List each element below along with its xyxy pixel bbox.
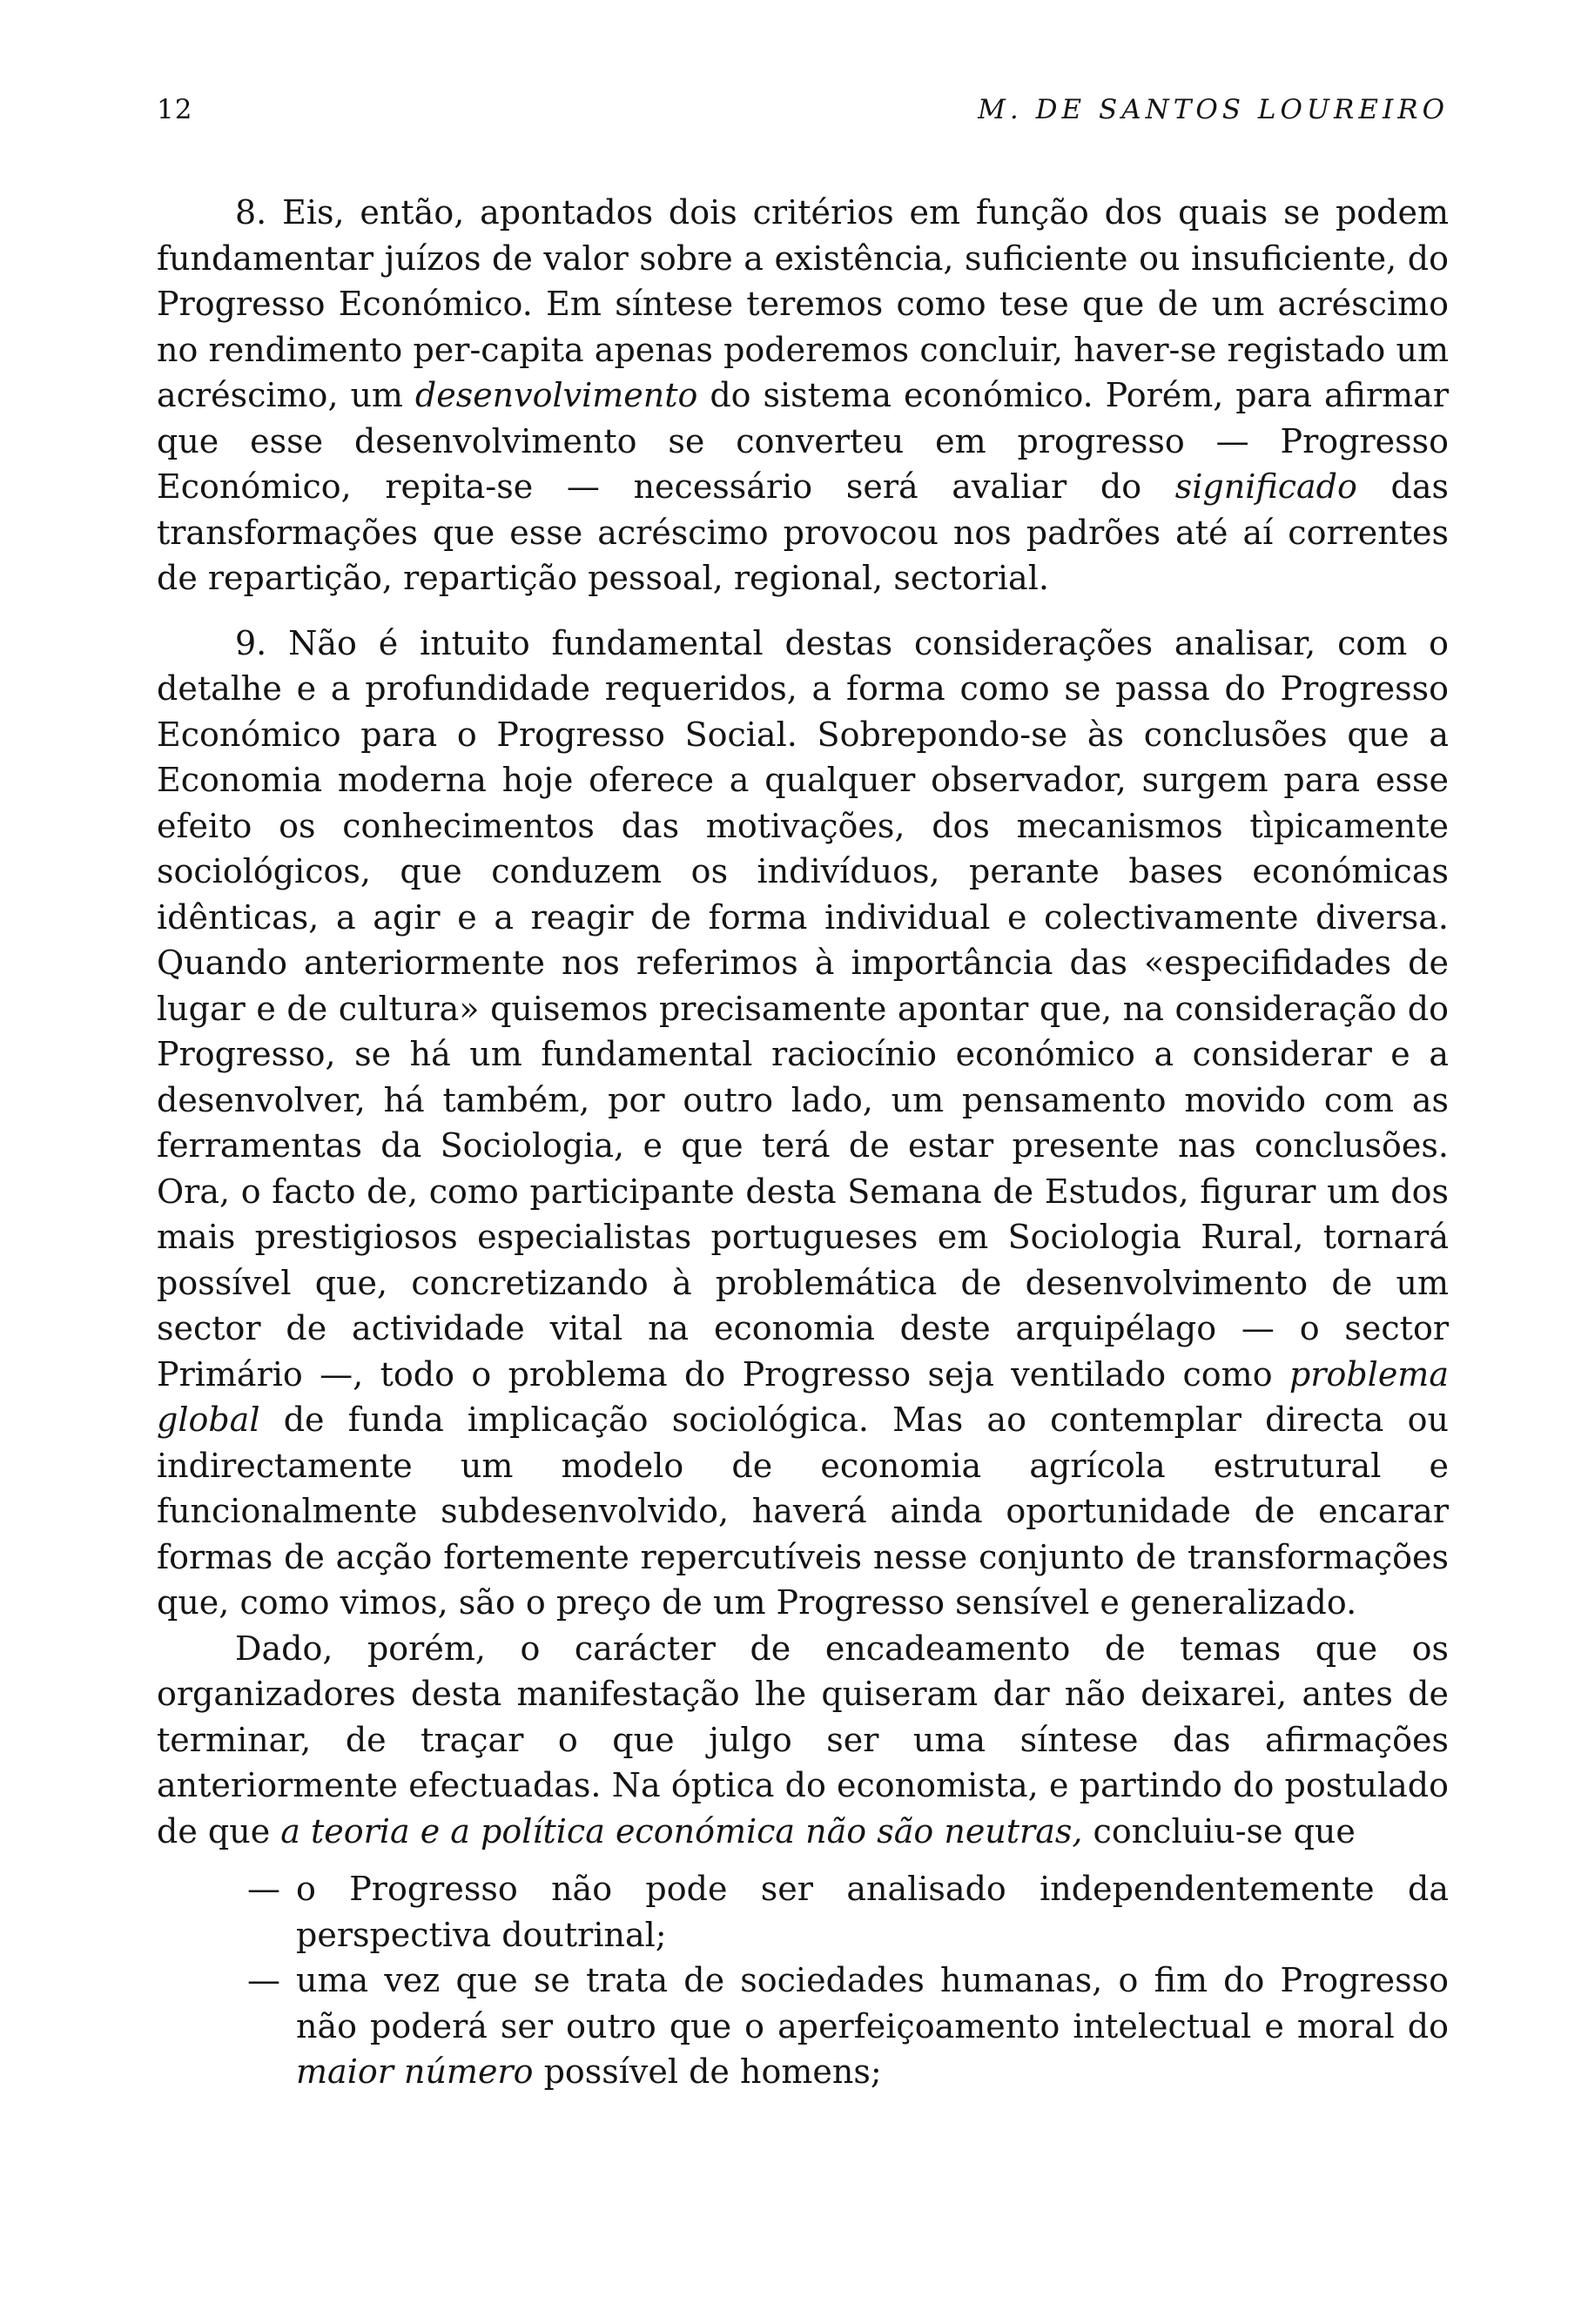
list-dash: — — [247, 1961, 280, 1999]
list-item — [157, 1958, 1449, 2095]
paragraph-conclusion-text-2: concluiu-se que — [1082, 1811, 1356, 1850]
conclusion-list — [157, 1866, 1449, 2095]
list-item-text-1: uma vez que se trata de sociedades humanas, o fim do Progresso não poderá ser outro que o aperfeiçoamento intelectual e moral do — [296, 1961, 1449, 2045]
paragraph-8-text-1: 8. Eis, então, apontados dois critérios em função dos quais se podem fundamentar juízos de valor sobre a existência, suficiente ou insuficiente, do Progresso Económico. Em síntese teremos como tese que de um acréscimo no rendimento per-capita apenas poderemos concluir, haver-se registado um acréscimo, um — [157, 193, 1449, 414]
paragraph-conclusion-text-1: Dado, porém, o carácter de encadeamento de temas que os organizadores desta manifestação lhe quiseram dar não deixarei, antes de terminar, de traçar o que julgo ser uma síntese das afirmações anteriormente efectuadas. Na óptica do economista, e partindo do postulado de que — [157, 1629, 1449, 1850]
body-text — [157, 190, 1449, 2095]
paragraph-8-emphasis-2: significado — [1174, 467, 1357, 506]
paragraph-conclusion-emphasis: a teoria e a política económica não são neutras, — [280, 1811, 1083, 1850]
paragraph-9-text-1: 9. Não é intuito fundamental destas considerações analisar, com o detalhe e a profundidade requeridos, a forma como se passa do Progresso Económico para o Progresso Social. Sobrepondo-se às conclusões que a Economia moderna hoje oferece a qualquer observador, surgem para esse efeito os conhecimentos das motivações, dos mecanismos tìpicamente sociológicos, que conduzem os indivíduos, perante bases económicas idênticas, a agir e a reagir de forma individual e colectivamente diversa. Quando anteriormente nos referimos à importância das «especifidades de lugar e de cultura» quisemos precisamente apontar que, na consideração do Progresso, se há um fundamental raciocínio económico a considerar e a desenvolver, há também, por outro lado, um pensamento movido com as ferramentas da Sociologia, e que terá de estar presente nas conclusões. Ora, o facto de, como participante desta Semana de Estudos, figurar um dos mais prestigiosos especialistas portugueses em Sociologia Rural, tornará possível que, concretizando à problemática de desenvolvimento de um sector de actividade vital na economia deste arquipélago — o sector Primário —, todo o problema do Progresso seja ventilado como — [157, 623, 1449, 1394]
paragraph-9-text-2: de funda implicação sociológica. Mas ao contemplar directa ou indirectamente um modelo de economia agrícola estrutural e funcionalmente subdesenvolvido, haverá ainda oportunidade de encarar formas de acção fortemente repercutíveis nesse conjunto de transformações que, como vimos, são o preço de um Progresso sensível e generalizado. — [157, 1400, 1449, 1622]
paragraph-8-text-2: do sistema económico. Porém, para afirmar que esse desenvolvimento se converteu em progresso — Progresso Económico, repita-se — necessário será avaliar do — [157, 376, 1450, 506]
paragraph-9 — [157, 621, 1449, 1626]
list-dash: — — [247, 1870, 280, 1908]
page-header — [157, 94, 1449, 138]
list-item-text: o Progresso não pode ser analisado independentemente da perspectiva doutrinal; — [296, 1870, 1449, 1954]
paragraph-conclusion — [157, 1626, 1449, 1855]
list-item — [157, 1866, 1449, 1958]
list-item-text-2: possível de homens; — [533, 2052, 882, 2091]
list-item-text — [296, 1958, 1449, 2095]
list-item-emphasis: maior número — [296, 2052, 534, 2091]
page-number: 12 — [157, 94, 193, 125]
paragraph-8 — [157, 190, 1449, 601]
paragraph-8-emphasis-1: desenvolvimento — [414, 376, 698, 414]
running-head: M. DE SANTOS LOUREIRO — [978, 94, 1449, 125]
paragraph-8-text-3: das transformações que esse acréscimo provocou nos padrões até aí correntes de repartição, repartição pessoal, regional, sectorial. — [157, 467, 1449, 597]
paragraph-9-emphasis: problema global — [157, 1354, 1449, 1439]
